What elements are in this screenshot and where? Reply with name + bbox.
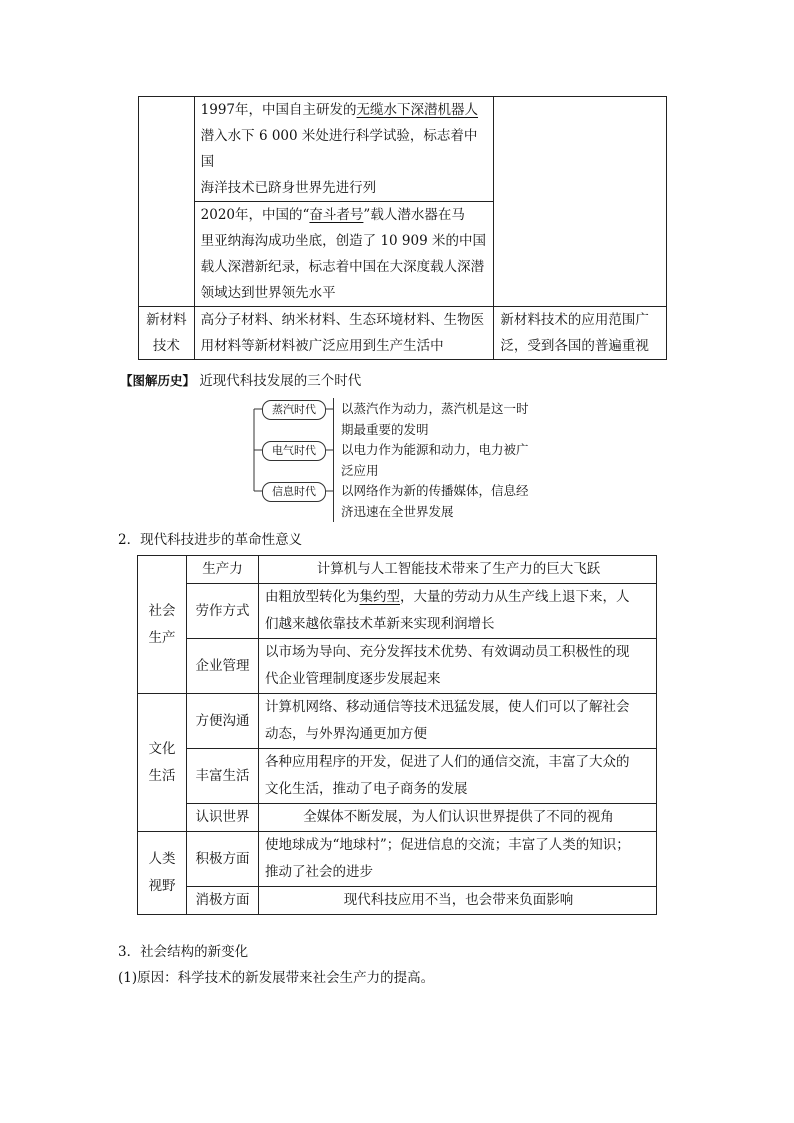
group-human-vision: 人类 视野 <box>138 832 187 915</box>
sub-enrich-life: 丰富生活 <box>187 749 259 804</box>
event-line: 2020年，中国的“奋斗者号”载人潜水器在马 <box>200 207 465 223</box>
era-steam: 蒸汽时代 <box>262 400 326 420</box>
underlined-term: 奋斗者号 <box>309 207 364 223</box>
event-line: 里亚纳海沟成功坐底，创造了 10 909 米的中国 <box>200 233 486 249</box>
sub-labor-mode: 劳作方式 <box>187 584 259 639</box>
sub-convenient-communication: 方便沟通 <box>187 694 259 749</box>
new-materials-impact: 新材料技术的应用范围广 泛，受到各国的普遍重视 <box>494 307 667 360</box>
era-electric: 电气时代 <box>262 441 326 461</box>
era-electric-desc: 以电力作为能源和动力，电力被广 泛应用 <box>333 439 556 481</box>
section-2-heading: 2．现代科技进步的革命性意义 <box>118 532 303 548</box>
event-line: 海洋技术已跻身世界先进行列 <box>200 180 377 196</box>
underlined-term: 无缆水下深潜机器人 <box>356 102 479 118</box>
desc-understand-world: 全媒体不断发展，为人们认识世界提供了不同的视角 <box>259 804 657 832</box>
desc-enterprise-management: 以市场为导向、充分发挥技术优势、有效调动员工积极性的现 代企业管理制度逐步发展起来 <box>259 639 657 694</box>
desc-negative-aspects: 现代科技应用不当，也会带来负面影响 <box>259 887 657 915</box>
sub-enterprise-management: 企业管理 <box>187 639 259 694</box>
diagram-title: 近现代科技发展的三个时代 <box>199 373 362 389</box>
desc-labor-mode: 由粗放型转化为集约型，大量的劳动力从生产线上退下来，人 们越来越依靠技术革新来实现利润增长 <box>259 584 657 639</box>
section-3-heading: 3．社会结构的新变化 <box>118 944 249 960</box>
diagram-tag: 【图解历史】 <box>120 373 196 388</box>
section-3-paragraph: (1)原因：科学技术的新发展带来社会生产力的提高。 <box>118 970 435 986</box>
sub-negative-aspects: 消极方面 <box>187 887 259 915</box>
significance-table <box>137 555 657 915</box>
desc-enrich-life: 各种应用程序的开发，促进了人们的通信交流，丰富了大众的 文化生活，推动了电子商务的发展 <box>259 749 657 804</box>
desc-productivity: 计算机与人工智能技术带来了生产力的巨大飞跃 <box>259 556 657 584</box>
sub-understand-world: 认识世界 <box>187 804 259 832</box>
era-steam-desc: 以蒸汽作为动力，蒸汽机是这一时 期最重要的发明 <box>333 398 556 440</box>
event-line: 1997年，中国自主研发的无缆水下深潜机器人 <box>200 102 479 118</box>
category-new-materials: 新材料 技术 <box>139 307 195 360</box>
group-cultural-life: 文化 生活 <box>138 694 187 832</box>
desc-positive-aspects: 使地球成为“地球村”；促进信息的交流；丰富了人类的知识； 推动了社会的进步 <box>259 832 657 887</box>
underlined-term: 集约型 <box>359 589 400 605</box>
event-line: 领域达到世界领先水平 <box>200 285 336 301</box>
sub-productivity: 生产力 <box>187 556 259 584</box>
event-line: 载人深潜新纪录，标志着中国在大深度载人深潜 <box>200 259 485 275</box>
era-information: 信息时代 <box>262 482 326 502</box>
sub-positive-aspects: 积极方面 <box>187 832 259 887</box>
group-social-production: 社会 生产 <box>138 556 187 694</box>
event-line: 潜入水下 6 000 米处进行科学试验，标志着中国 <box>200 128 478 170</box>
desc-convenient-communication: 计算机网络、移动通信等技术迅猛发展，使人们可以了解社会 动态，与外界沟通更加方便 <box>259 694 657 749</box>
era-information-desc: 以网络作为新的传播媒体，信息经 济迅速在全世界发展 <box>333 480 556 522</box>
new-materials-desc: 高分子材料、纳米材料、生态环境材料、生物医 用材料等新材料被广泛应用到生产生活中 <box>194 307 494 360</box>
